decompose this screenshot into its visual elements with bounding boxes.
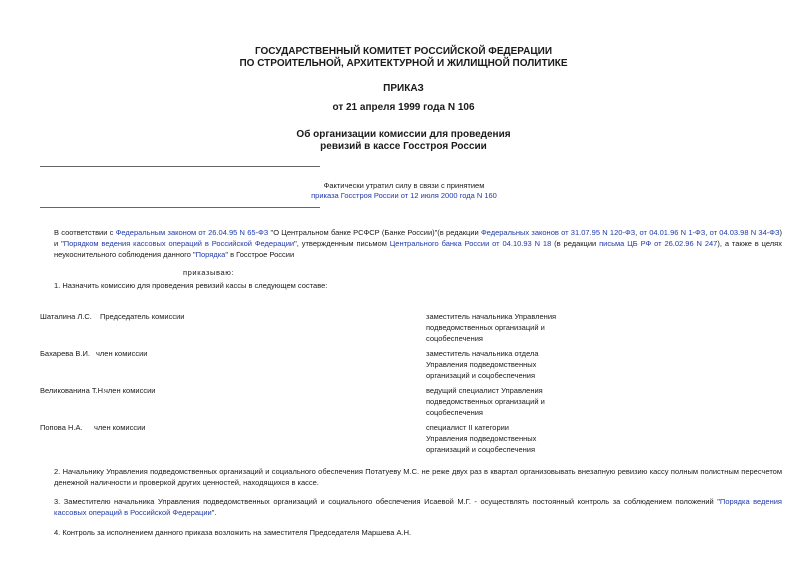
preamble-text: ", утвержденным письмом	[294, 239, 390, 248]
item-4: 4. Контроль за исполнением данного приказа возложить на заместителя Председателя Маршева А.Н.	[54, 528, 412, 537]
committee-name-line2: ПО СТРОИТЕЛЬНОЙ, АРХИТЕКТУРНОЙ И ЖИЛИЩНОЙ ПОЛИТИКЕ	[239, 58, 568, 69]
cbr-letter-247-link[interactable]: письма ЦБ РФ от 26.02.96 N 247	[599, 239, 718, 248]
preamble-text: ), а также в целях неукоснительного соблюдения данного "	[54, 239, 782, 259]
preamble-text: ,	[635, 228, 640, 237]
member-position-line: соцобеспечения	[426, 408, 483, 417]
cash-procedure-link-item3[interactable]: Порядка ведения кассовых операций в Российской Федерации	[54, 497, 782, 517]
preamble-text: ,	[705, 228, 710, 237]
member-position	[426, 348, 539, 381]
item-3-text: 3. Заместителю начальника Управления подведомственных организаций и социального обеспечения Исаевой М.Г. - осуществлять постоянный контроль за соблюдением положений "	[54, 497, 720, 506]
federal-law-65-link[interactable]: Федеральным законом от 26.04.95 N 65-ФЗ	[115, 228, 269, 237]
member-position-line: заместитель начальника Управления	[426, 312, 557, 321]
preamble-paragraph	[40, 227, 782, 260]
member-position	[426, 422, 536, 455]
member-position-line: подведомственных организаций и	[426, 397, 545, 406]
procedure-link[interactable]: Порядка	[195, 250, 226, 259]
member-position-line: организаций и соцобеспечения	[426, 371, 536, 380]
committee-name-line1: ГОСУДАРСТВЕННЫЙ КОМИТЕТ РОССИЙСКОЙ ФЕДЕРАЦИИ	[254, 46, 553, 57]
member-role: Председатель комиссии	[100, 312, 185, 321]
preamble-text: ) и "	[54, 228, 782, 248]
item-1: 1. Назначить комиссию для проведения ревизий кассы в следующем составе:	[54, 281, 328, 290]
preamble-text: В соответствии с	[54, 228, 116, 237]
item-3-end: ".	[211, 508, 217, 517]
superseding-order-link[interactable]: приказа Госстроя России от 12 июля 2000 года N 160	[311, 191, 497, 200]
member-position-line: Управления подведомственных	[426, 360, 537, 369]
member-position-line: ведущий специалист Управления	[426, 386, 543, 395]
document-title-line1: Об организации комиссии для проведения	[296, 129, 511, 140]
central-bank-letter-link[interactable]: Центрального банка России от 04.10.93 N 18	[389, 239, 552, 248]
member-name: Великованина Т.Н.	[40, 386, 106, 395]
federal-law-1-link[interactable]: от 04.01.96 N 1-ФЗ	[639, 228, 706, 237]
preamble-text: (в редакции	[551, 239, 600, 248]
status-note-text: Фактически утратил силу в связи с принятием	[323, 181, 485, 190]
preamble-text: " в Госстрое России	[225, 250, 295, 259]
divider-top	[40, 166, 320, 167]
member-position-line: организаций и соцобеспечения	[426, 445, 536, 454]
cash-procedure-link[interactable]: Порядком ведения кассовых операций в Российской Федерации	[63, 239, 295, 248]
member-position-line: соцобеспечения	[426, 334, 483, 343]
member-position-line: специалист II категории	[426, 423, 509, 432]
divider-bottom	[40, 207, 320, 208]
member-position-line: подведомственных организаций и	[426, 323, 545, 332]
item-3	[40, 496, 782, 518]
member-name: Попова Н.А.	[40, 423, 83, 432]
preamble-text: "О Центральном банке РСФСР (Банке России)"(в редакции	[268, 228, 481, 237]
order-word: приказываю:	[183, 268, 235, 277]
member-role: член комиссии	[104, 386, 156, 395]
status-note-line	[40, 190, 768, 201]
member-name: Бахарева В.И.	[40, 349, 90, 358]
member-role: член комиссии	[94, 423, 146, 432]
member-position	[426, 311, 556, 344]
member-position-line: заместитель начальника отдела	[426, 349, 539, 358]
member-position	[426, 385, 545, 418]
document-date: от 21 апреля 1999 года N 106	[332, 102, 475, 113]
federal-law-34-link[interactable]: от 04.03.98 N 34-ФЗ	[709, 228, 780, 237]
item-2: 2. Начальнику Управления подведомственных организаций и социального обеспечения Потатуеву М.С. не реже двух раз в квартал организовывать внезапную ревизию кассу полным полистным пересчетом денежной наличности и проверкой других ценностей, находящихся в кассе.	[54, 467, 782, 487]
federal-law-120-link[interactable]: Федеральных законов от 31.07.95 N 120-ФЗ	[480, 228, 636, 237]
member-position-line: Управления подведомственных	[426, 434, 537, 443]
member-role: член комиссии	[96, 349, 148, 358]
member-name: Шаталина Л.С.	[40, 312, 92, 321]
document-title-line2: ревизий в кассе Госстроя России	[320, 141, 487, 152]
document-type: ПРИКАЗ	[383, 83, 424, 94]
